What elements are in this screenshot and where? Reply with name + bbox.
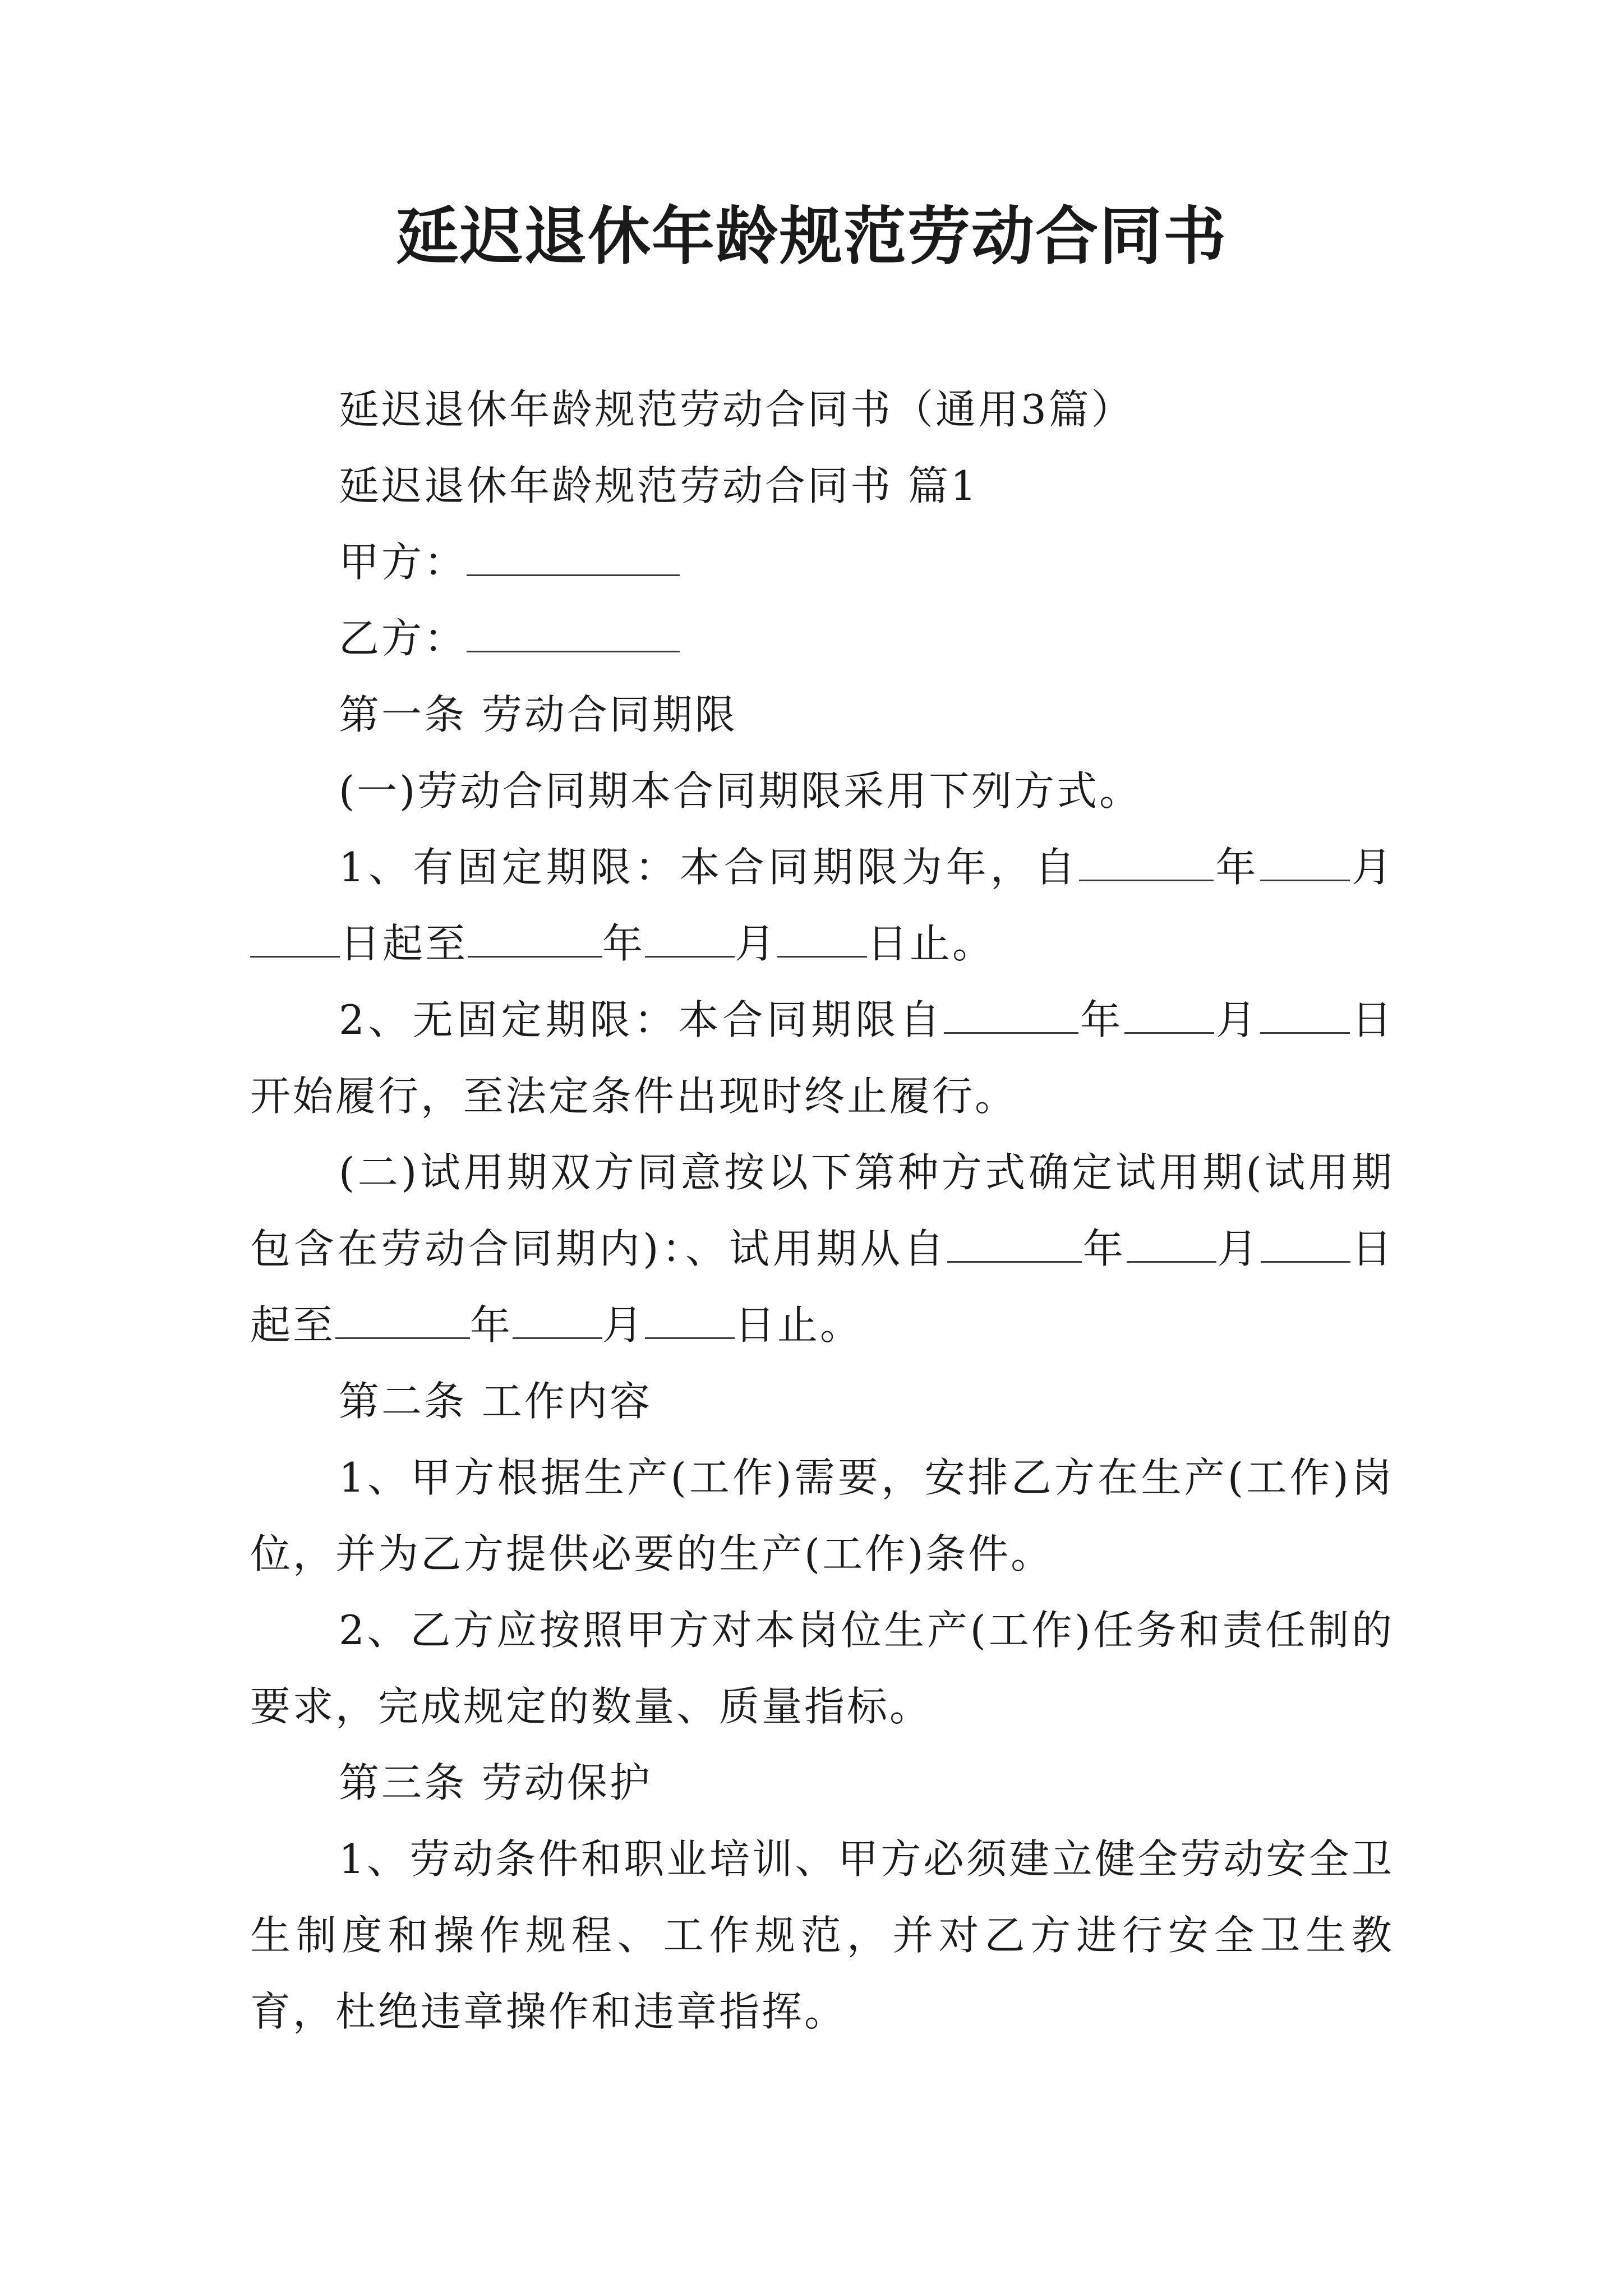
- year-blank: [947, 1226, 1082, 1263]
- subtitle-paragraph: 延迟退休年龄规范劳动合同书（通用3篇）: [339, 386, 1134, 433]
- party-a-blank: [467, 540, 680, 576]
- text-segment: (二)试用期双方同意按以下第种方式确定试用期(试用期包含在劳动合同期内)：、试用期从自: [250, 1149, 1394, 1272]
- month-label: 月: [1216, 1225, 1261, 1272]
- day-blank: [1261, 1226, 1350, 1263]
- document-body: [250, 371, 1394, 2050]
- article-3-heading: 第三条 劳动保护: [339, 1759, 652, 1806]
- article-2-item-1: 1、甲方根据生产(工作)需要，安排乙方在生产(工作)岗位，并为乙方提供必要的生产(工作)条件。: [250, 1454, 1394, 1577]
- month-blank: [1124, 997, 1214, 1034]
- end-label: 日开始履行，至法定条件出现时终止履行。: [250, 996, 1394, 1120]
- year-label: 年: [1078, 996, 1125, 1043]
- text-segment: 1、有固定期限：本合同期限为年，自: [339, 844, 1080, 891]
- day-blank: [645, 1303, 735, 1339]
- month-blank: [513, 1303, 602, 1339]
- year-blank: [1079, 845, 1214, 881]
- article-1-heading: 第一条 劳动合同期限: [339, 691, 737, 738]
- article-1-probation: [250, 1134, 1394, 1363]
- article-3-item-1: 1、劳动条件和职业培训、甲方必须建立健全劳动安全卫生制度和操作规程、工作规范，并对乙方进行安全卫生教育，杜绝违章操作和违章指挥。: [250, 1835, 1394, 2035]
- article-1-item-2: [250, 982, 1394, 1134]
- day-label: 日起至: [250, 1225, 1394, 1349]
- month-label: 月: [602, 1301, 645, 1349]
- month-blank: [645, 921, 735, 958]
- year-label: 年: [470, 1301, 513, 1349]
- party-b-line: [250, 600, 1394, 677]
- month-label: 月: [1349, 844, 1394, 891]
- part-heading: 延迟退休年龄规范劳动合同书 篇1: [339, 462, 979, 509]
- end-label: 日止。: [735, 1301, 863, 1349]
- article-1-intro: (一)劳动合同期本合同期限采用下列方式。: [339, 767, 1142, 815]
- article-2-item-2: 2、乙方应按照甲方对本岗位生产(工作)任务和责任制的要求，完成规定的数量、质量指标。: [250, 1607, 1394, 1730]
- year-label: 年: [602, 920, 645, 967]
- party-a-line: [250, 524, 1394, 600]
- year-blank: [944, 997, 1078, 1034]
- year-label: 年: [1081, 1225, 1127, 1272]
- month-blank: [1260, 845, 1350, 881]
- day-blank: [1260, 997, 1350, 1034]
- year-blank: [468, 921, 602, 958]
- month-label: 月: [1214, 996, 1261, 1043]
- month-blank: [1127, 1226, 1216, 1263]
- day-blank: [777, 921, 867, 958]
- article-1-item-1: [250, 829, 1394, 982]
- day-blank: [250, 921, 340, 958]
- party-b-label: 乙方：: [339, 615, 467, 662]
- year-label: 年: [1214, 844, 1260, 891]
- day-label: 日起至: [340, 920, 468, 967]
- document-title: 延迟退休年龄规范劳动合同书: [396, 200, 1227, 273]
- year-blank: [335, 1303, 470, 1339]
- text-segment: 2、无固定期限：本合同期限自: [339, 996, 944, 1043]
- month-label: 月: [735, 920, 778, 967]
- end-label: 日止。: [867, 920, 995, 967]
- article-2-heading: 第二条 工作内容: [339, 1378, 652, 1425]
- party-b-blank: [467, 616, 680, 652]
- party-a-label: 甲方：: [339, 539, 467, 586]
